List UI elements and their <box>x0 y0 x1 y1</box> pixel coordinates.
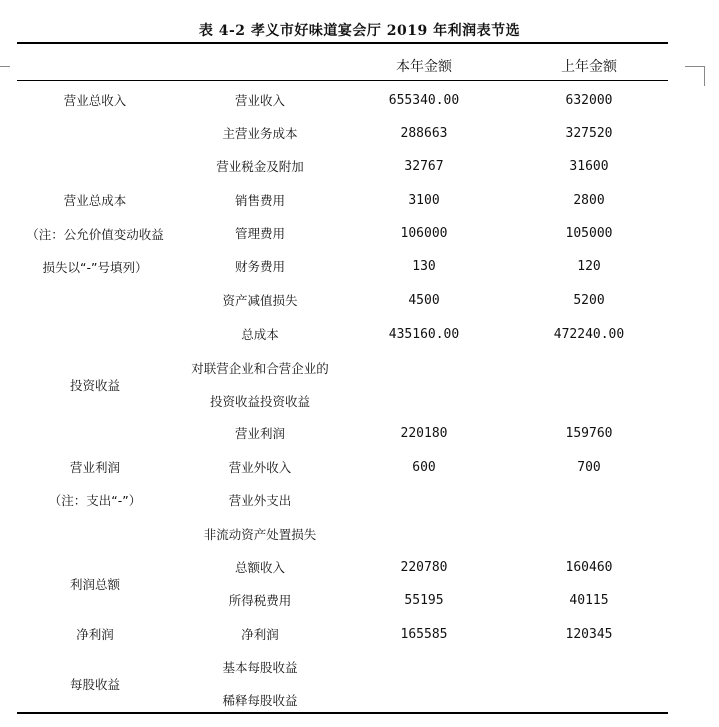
row-label: 对联营企业和合营企业的 <box>191 361 329 376</box>
row-current: 32767 <box>404 159 444 174</box>
row-prior: 120 <box>577 259 601 274</box>
table-caption: 表 4-2 孝义市好味道宴会厅 2019 年利润表节选 <box>198 23 521 39</box>
row-current: 4500 <box>408 293 440 308</box>
row-label: 总额收入 <box>234 560 285 575</box>
row-prior: 5200 <box>573 293 605 308</box>
row-current: 220180 <box>400 426 448 441</box>
row-label: 主营业务成本 <box>222 126 298 141</box>
group-eps: 每股收益 <box>69 677 120 692</box>
row-current: 288663 <box>400 126 448 141</box>
row-label: 营业收入 <box>234 93 285 108</box>
row-label: 销售费用 <box>234 193 285 208</box>
row-current: 600 <box>412 460 436 475</box>
row-label: 非流动资产处置损失 <box>203 527 317 542</box>
row-prior: 632000 <box>565 93 613 108</box>
header-prior-year: 上年金额 <box>561 59 617 75</box>
row-current: 165585 <box>400 627 448 642</box>
group-total-profit: 利润总额 <box>69 577 120 592</box>
row-label: 净利润 <box>241 627 279 642</box>
row-current: 130 <box>412 259 436 274</box>
crop-mark-left <box>0 66 10 67</box>
row-label: 营业外收入 <box>228 460 292 475</box>
row-label: 营业外支出 <box>228 493 292 508</box>
row-current: 220780 <box>400 560 448 575</box>
crop-mark-right-vertical <box>704 66 705 86</box>
row-label: 营业税金及附加 <box>216 159 304 174</box>
row-label: 所得税费用 <box>228 593 292 608</box>
row-label: 总成本 <box>241 327 279 342</box>
row-label: 财务费用 <box>234 259 285 274</box>
bottom-rule <box>17 712 668 714</box>
group-operating-profit: 营业利润 <box>69 460 120 475</box>
group-total-cost: 营业总成本 <box>63 193 127 208</box>
row-label: 资产减值损失 <box>222 293 298 308</box>
group-total-cost-note-2: 损失以“-”号填列） <box>42 260 148 275</box>
row-current: 3100 <box>408 193 440 208</box>
row-prior: 2800 <box>573 193 605 208</box>
header-rule <box>17 80 668 81</box>
row-current: 435160.00 <box>388 327 460 342</box>
row-prior: 159760 <box>565 426 613 441</box>
row-label: 稀释每股收益 <box>222 693 298 708</box>
crop-mark-right <box>685 66 705 67</box>
row-prior: 105000 <box>565 226 613 241</box>
top-rule <box>17 42 668 44</box>
group-investment-income: 投资收益 <box>69 378 120 393</box>
row-current: 655340.00 <box>388 93 460 108</box>
header-current-year: 本年金额 <box>396 59 452 75</box>
group-total-cost-note: （注：公允价值变动收益 <box>26 227 164 242</box>
group-revenue: 营业总收入 <box>63 93 127 108</box>
group-net-profit: 净利润 <box>76 627 114 642</box>
row-current: 106000 <box>400 226 448 241</box>
row-label: 投资收益投资收益 <box>209 394 310 409</box>
row-prior: 40115 <box>569 593 609 608</box>
row-prior: 472240.00 <box>553 327 625 342</box>
row-current: 55195 <box>404 593 444 608</box>
row-label: 基本每股收益 <box>222 660 298 675</box>
row-prior: 160460 <box>565 560 613 575</box>
row-prior: 700 <box>577 460 601 475</box>
row-prior: 120345 <box>565 627 613 642</box>
row-label: 营业利润 <box>234 426 285 441</box>
row-label: 管理费用 <box>234 226 285 241</box>
row-prior: 327520 <box>565 126 613 141</box>
group-operating-profit-note: （注：支出“-”） <box>48 493 142 508</box>
row-prior: 31600 <box>569 159 609 174</box>
